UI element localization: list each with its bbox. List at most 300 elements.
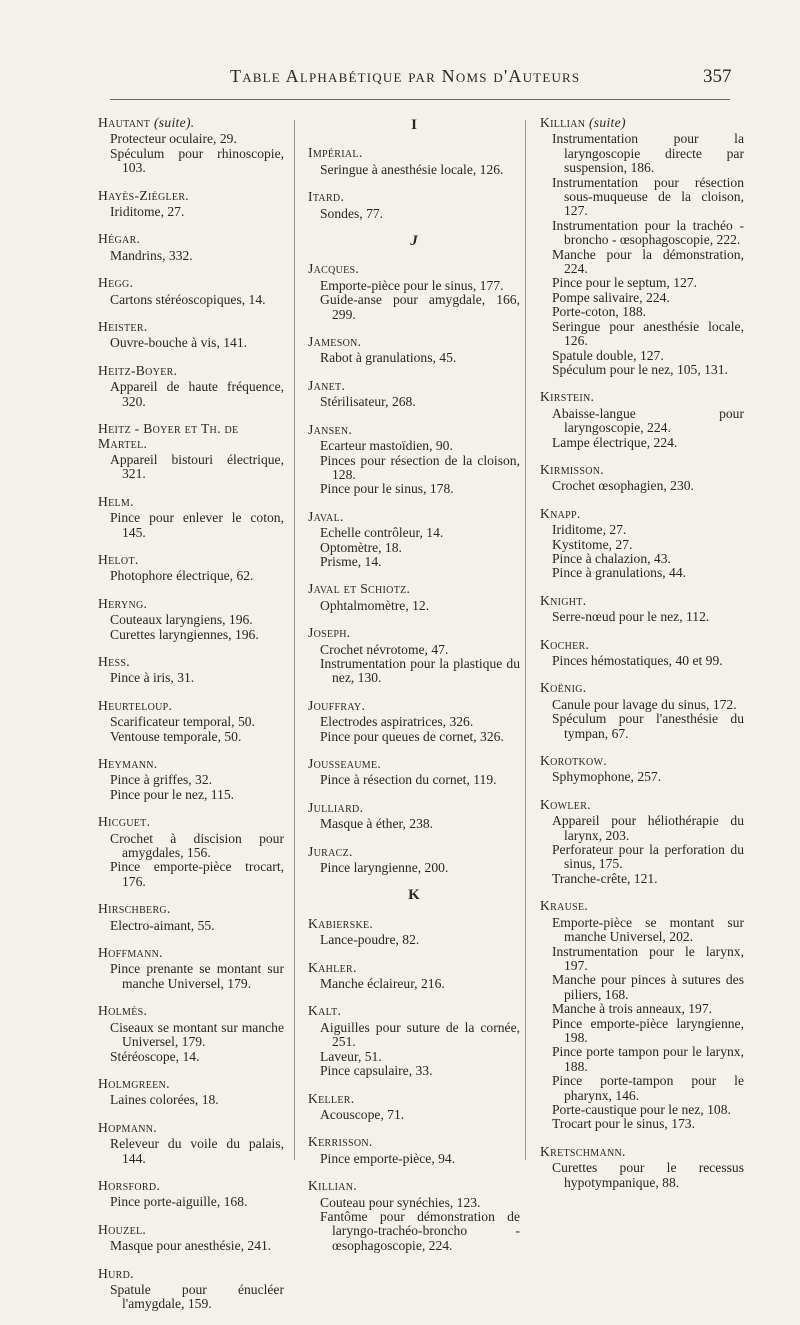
instrument-item: Scarificateur temporal, 50. bbox=[110, 714, 255, 730]
index-entry bbox=[540, 638, 744, 669]
author-name: Knapp. bbox=[540, 505, 581, 521]
instrument-list bbox=[98, 249, 284, 263]
instrument-item: Lampe électrique, 224. bbox=[552, 434, 678, 450]
instrument-item: Electrodes aspiratrices, 326. bbox=[320, 714, 474, 730]
instrument-item: Canule pour lavage du sinus, 172. bbox=[552, 696, 737, 712]
instrument-item: Spéculum pour rhinoscopie, 103. bbox=[110, 145, 284, 176]
author-heading bbox=[98, 699, 284, 713]
instrument-item: Ciseaux se montant sur manche Universel, 179. bbox=[110, 1019, 284, 1050]
author-heading bbox=[98, 597, 284, 611]
author-name: Janet. bbox=[308, 377, 346, 393]
instrument-list bbox=[98, 1093, 284, 1107]
instrument-item: Crochet névrotome, 47. bbox=[320, 641, 449, 657]
index-column-3 bbox=[540, 116, 744, 1203]
instrument-item: Pince emporte-pièce trocart, 176. bbox=[110, 859, 284, 889]
instrument-item: Spatule double, 127. bbox=[552, 347, 664, 363]
instrument-list bbox=[98, 336, 284, 350]
index-entry bbox=[540, 463, 744, 494]
instrument-list bbox=[98, 919, 284, 933]
column-divider bbox=[294, 120, 295, 1160]
author-name: Kretschmann. bbox=[540, 1143, 626, 1159]
instrument-list bbox=[308, 599, 520, 613]
author-name: Knight. bbox=[540, 592, 587, 608]
instrument-item: Perforateur pour la perforation du sinus, 175. bbox=[552, 842, 744, 872]
index-entry bbox=[98, 189, 284, 220]
author-name: Jousseaume. bbox=[308, 756, 382, 771]
instrument-item: Manche pour la démonstration, 224. bbox=[552, 246, 744, 277]
instrument-item: Emporte-pièce se montant sur manche Universel, 202. bbox=[552, 914, 744, 945]
index-entry bbox=[308, 335, 520, 366]
author-heading bbox=[540, 899, 744, 913]
author-heading bbox=[540, 507, 744, 521]
instrument-list bbox=[540, 610, 744, 624]
author-name: Hicguet. bbox=[98, 814, 151, 830]
index-entry bbox=[98, 116, 284, 176]
author-heading bbox=[98, 189, 284, 203]
instrument-item: Photophore électrique, 62. bbox=[110, 568, 254, 584]
author-name: Heitz - Boyer et Th. de Martel. bbox=[98, 421, 239, 451]
running-title: Table Alphabétique par Noms d'Auteurs bbox=[230, 66, 581, 86]
continuation-note: (suite). bbox=[153, 115, 195, 130]
instrument-list bbox=[98, 773, 284, 802]
page-number: 357 bbox=[703, 66, 732, 87]
author-name: Kahler. bbox=[308, 959, 357, 975]
instrument-item: Porte-caustique pour le nez, 108. bbox=[552, 1101, 731, 1117]
author-name: Heitz-Boyer. bbox=[98, 362, 178, 378]
author-name: Helot. bbox=[98, 551, 139, 567]
instrument-item: Curettes pour le recessus hypotympanique, 88. bbox=[552, 1160, 744, 1190]
index-entry bbox=[308, 845, 520, 876]
author-name: Hautant bbox=[98, 115, 151, 130]
instrument-item: Seringue pour anesthésie locale, 126. bbox=[552, 318, 744, 349]
index-entry bbox=[98, 1004, 284, 1064]
instrument-list bbox=[98, 511, 284, 540]
index-entry bbox=[98, 815, 284, 889]
instrument-list bbox=[98, 132, 284, 175]
instrument-item: Crochet œsophagien, 230. bbox=[552, 478, 694, 494]
index-entry bbox=[98, 495, 284, 540]
index-entry bbox=[98, 320, 284, 351]
instrument-list bbox=[308, 351, 520, 365]
author-heading bbox=[308, 190, 520, 204]
author-heading bbox=[540, 798, 744, 812]
author-heading bbox=[98, 1121, 284, 1135]
index-column-2 bbox=[308, 116, 520, 1266]
instrument-item: Pince emporte-pièce laryngienne, 198. bbox=[552, 1015, 744, 1045]
instrument-list bbox=[98, 671, 284, 685]
author-heading bbox=[540, 390, 744, 404]
index-entry bbox=[98, 757, 284, 802]
author-heading bbox=[308, 510, 520, 524]
author-name: Julliard. bbox=[308, 799, 364, 815]
instrument-item: Appareil bistouri électrique, 321. bbox=[110, 451, 284, 482]
author-name: Joseph. bbox=[308, 625, 351, 641]
author-heading bbox=[540, 681, 744, 695]
index-entry bbox=[308, 1179, 520, 1253]
author-name: Heymann. bbox=[98, 756, 158, 771]
author-heading bbox=[540, 1145, 744, 1159]
index-entry bbox=[308, 262, 520, 322]
instrument-list bbox=[98, 205, 284, 219]
instrument-list bbox=[98, 1239, 284, 1253]
instrument-item: Curettes laryngiennes, 196. bbox=[110, 626, 259, 642]
instrument-list bbox=[308, 715, 520, 744]
instrument-list bbox=[98, 569, 284, 583]
author-heading bbox=[98, 495, 284, 509]
instrument-list bbox=[540, 479, 744, 493]
index-entry bbox=[98, 276, 284, 307]
author-name: Horsford. bbox=[98, 1177, 161, 1193]
instrument-item: Instrumentation pour le larynx, 197. bbox=[552, 943, 744, 973]
author-heading bbox=[308, 699, 520, 713]
instrument-item: Kystitome, 27. bbox=[552, 536, 633, 552]
author-name: Kirstein. bbox=[540, 389, 595, 405]
index-entry bbox=[308, 961, 520, 992]
instrument-list bbox=[540, 916, 744, 1132]
author-heading bbox=[308, 146, 520, 160]
author-name: Javal. bbox=[308, 508, 344, 524]
instrument-item: Pince pour le sinus, 178. bbox=[320, 481, 454, 497]
author-heading bbox=[98, 553, 284, 567]
instrument-list bbox=[98, 962, 284, 991]
author-name: Hurd. bbox=[98, 1265, 134, 1281]
instrument-item: Iriditome, 27. bbox=[552, 522, 627, 538]
author-heading bbox=[540, 463, 744, 477]
index-entry bbox=[98, 232, 284, 263]
instrument-item: Abaisse-langue pour laryngoscopie, 224. bbox=[552, 405, 744, 436]
author-heading bbox=[308, 917, 520, 931]
instrument-list bbox=[540, 654, 744, 668]
instrument-list bbox=[308, 817, 520, 831]
index-entry bbox=[308, 1135, 520, 1166]
author-heading bbox=[308, 845, 520, 859]
instrument-list bbox=[98, 1283, 284, 1312]
index-entry bbox=[540, 899, 744, 1132]
instrument-item: Manche pour pinces à sutures des piliers, 168. bbox=[552, 972, 744, 1002]
instrument-item: Laveur, 51. bbox=[320, 1048, 382, 1064]
index-entry bbox=[308, 423, 520, 497]
instrument-list bbox=[98, 453, 284, 482]
index-entry bbox=[98, 1223, 284, 1254]
author-heading bbox=[308, 423, 520, 437]
index-entry bbox=[98, 902, 284, 933]
author-heading bbox=[540, 116, 744, 130]
instrument-item: Spéculum pour le nez, 105, 131. bbox=[552, 361, 728, 377]
instrument-item: Pince porte-tampon pour le pharynx, 146. bbox=[552, 1073, 744, 1103]
section-letter: K bbox=[408, 887, 420, 904]
instrument-item: Trocart pour le sinus, 173. bbox=[552, 1116, 695, 1132]
instrument-list bbox=[98, 1195, 284, 1209]
instrument-item: Fantôme pour démonstration de laryngo-trachéo-broncho - œsophagoscopie, 224. bbox=[320, 1208, 520, 1253]
instrument-item: Couteau pour synéchies, 123. bbox=[320, 1194, 481, 1210]
author-name: Killian. bbox=[308, 1178, 357, 1194]
author-name: Koënig. bbox=[540, 680, 587, 696]
author-name: Jacques. bbox=[308, 261, 360, 277]
author-name: Juracz. bbox=[308, 843, 353, 859]
author-name: Kabierske. bbox=[308, 915, 374, 931]
author-name: Jameson. bbox=[308, 334, 362, 350]
author-heading bbox=[98, 1077, 284, 1091]
index-entry bbox=[308, 917, 520, 948]
instrument-item: Stérilisateur, 268. bbox=[320, 394, 416, 410]
index-entry bbox=[98, 597, 284, 642]
section-letter: J bbox=[410, 233, 418, 250]
index-entry bbox=[98, 1267, 284, 1312]
instrument-list bbox=[308, 933, 520, 947]
instrument-list bbox=[540, 523, 744, 581]
instrument-item: Ventouse temporale, 50. bbox=[110, 728, 242, 744]
instrument-item: Pince pour queues de cornet, 326. bbox=[320, 728, 504, 744]
author-heading bbox=[98, 1004, 284, 1018]
index-entry bbox=[308, 146, 520, 177]
author-name: Hégar. bbox=[98, 231, 141, 247]
instrument-item: Rabot à granulations, 45. bbox=[320, 350, 457, 366]
instrument-item: Pince pour le septum, 127. bbox=[552, 275, 697, 291]
author-heading bbox=[308, 757, 520, 771]
instrument-item: Aiguilles pour suture de la cornée, 251. bbox=[320, 1019, 520, 1050]
author-heading bbox=[98, 1267, 284, 1281]
author-name: Jouffray. bbox=[308, 697, 366, 713]
instrument-item: Ouvre-bouche à vis, 141. bbox=[110, 335, 248, 351]
instrument-item: Mandrins, 332. bbox=[110, 247, 193, 263]
author-name: Hess. bbox=[98, 653, 130, 669]
author-name: Heurteloup. bbox=[98, 697, 173, 713]
instrument-item: Manche à trois anneaux, 197. bbox=[552, 1001, 713, 1017]
instrument-item: Pince à iris, 31. bbox=[110, 670, 195, 686]
author-heading bbox=[308, 1179, 520, 1193]
section-letter: I bbox=[411, 117, 417, 133]
instrument-list bbox=[308, 439, 520, 497]
instrument-item: Pince pour le nez, 115. bbox=[110, 786, 235, 802]
author-heading bbox=[98, 946, 284, 960]
author-name: Jansen. bbox=[308, 421, 353, 437]
author-heading bbox=[98, 902, 284, 916]
instrument-list bbox=[308, 1021, 520, 1079]
author-heading bbox=[98, 655, 284, 669]
instrument-list bbox=[308, 773, 520, 787]
instrument-item: Crochet à discision pour amygdales, 156. bbox=[110, 830, 284, 861]
instrument-item: Pince porte tampon pour le larynx, 188. bbox=[552, 1044, 744, 1074]
author-heading bbox=[540, 754, 744, 768]
instrument-item: Pinces hémostatiques, 40 et 99. bbox=[552, 653, 723, 668]
instrument-item: Stéréoscope, 14. bbox=[110, 1048, 200, 1064]
instrument-item: Pince laryngienne, 200. bbox=[320, 860, 449, 876]
index-entry bbox=[308, 757, 520, 788]
index-entry bbox=[98, 1121, 284, 1166]
author-name: Heryng. bbox=[98, 595, 148, 611]
author-heading bbox=[98, 364, 284, 378]
instrument-item: Masque à éther, 238. bbox=[320, 816, 434, 832]
author-heading bbox=[540, 594, 744, 608]
instrument-item: Pince porte-aiguille, 168. bbox=[110, 1194, 248, 1210]
author-heading bbox=[308, 626, 520, 640]
instrument-item: Prisme, 14. bbox=[320, 553, 382, 569]
author-name: Kowler. bbox=[540, 796, 591, 812]
instrument-item: Pince emporte-pièce, 94. bbox=[320, 1150, 456, 1166]
author-heading bbox=[98, 276, 284, 290]
index-entry bbox=[540, 798, 744, 886]
author-heading bbox=[308, 801, 520, 815]
instrument-list bbox=[308, 977, 520, 991]
index-entry bbox=[98, 1179, 284, 1210]
author-name: Killian bbox=[540, 115, 586, 130]
index-entry bbox=[308, 379, 520, 410]
index-entry bbox=[308, 699, 520, 744]
instrument-list bbox=[308, 643, 520, 686]
author-name: Kerrisson. bbox=[308, 1134, 373, 1150]
instrument-list bbox=[540, 698, 744, 741]
instrument-item: Pince à granulations, 44. bbox=[552, 565, 687, 581]
index-entry bbox=[98, 1077, 284, 1108]
instrument-item: Emporte-pièce pour le sinus, 177. bbox=[320, 277, 504, 293]
index-entry bbox=[98, 422, 284, 482]
author-heading bbox=[308, 262, 520, 276]
instrument-item: Tranche-crête, 121. bbox=[552, 870, 658, 886]
author-name: Kalt. bbox=[308, 1003, 342, 1019]
instrument-item: Protecteur oculaire, 29. bbox=[110, 131, 237, 147]
column-divider bbox=[525, 120, 526, 1160]
index-entry bbox=[540, 1145, 744, 1190]
instrument-item: Seringue à anesthésie locale, 126. bbox=[320, 161, 504, 177]
index-entry bbox=[308, 626, 520, 686]
author-name: Hoffmann. bbox=[98, 945, 163, 961]
instrument-item: Porte-coton, 188. bbox=[552, 304, 647, 320]
author-heading bbox=[308, 1135, 520, 1149]
instrument-list bbox=[308, 395, 520, 409]
instrument-item: Optomètre, 18. bbox=[320, 539, 402, 555]
author-heading bbox=[540, 638, 744, 652]
author-heading bbox=[308, 961, 520, 975]
author-name: Impérial. bbox=[308, 145, 363, 161]
instrument-item: Instrumentation pour la plastique du nez, 130. bbox=[320, 655, 520, 686]
instrument-item: Pompe salivaire, 224. bbox=[552, 289, 670, 305]
author-name: Hegg. bbox=[98, 275, 134, 291]
index-entry bbox=[308, 1004, 520, 1078]
index-entry bbox=[98, 946, 284, 991]
instrument-list bbox=[308, 1152, 520, 1166]
continuation-note: (suite) bbox=[588, 115, 626, 130]
instrument-item: Spatule pour énucléer l'amygdale, 159. bbox=[110, 1281, 284, 1312]
header-rule bbox=[110, 99, 730, 100]
instrument-item: Serre-nœud pour le nez, 112. bbox=[552, 609, 710, 625]
author-name: Helm. bbox=[98, 493, 134, 509]
instrument-list bbox=[98, 1021, 284, 1064]
author-heading bbox=[98, 116, 284, 130]
index-entry bbox=[540, 594, 744, 625]
instrument-list bbox=[98, 1137, 284, 1166]
instrument-item: Pince capsulaire, 33. bbox=[320, 1063, 433, 1079]
index-entry bbox=[308, 801, 520, 832]
page-header bbox=[0, 66, 800, 96]
instrument-list bbox=[540, 770, 744, 784]
author-heading bbox=[98, 757, 284, 771]
author-name: Hopmann. bbox=[98, 1119, 157, 1135]
instrument-item: Pince à résection du cornet, 119. bbox=[320, 772, 497, 788]
author-name: Javal et Schiotz. bbox=[308, 581, 411, 597]
instrument-list bbox=[308, 526, 520, 569]
instrument-list bbox=[308, 861, 520, 875]
instrument-item: Ecarteur mastoïdien, 90. bbox=[320, 438, 453, 454]
instrument-list bbox=[98, 380, 284, 409]
index-column-1 bbox=[98, 116, 284, 1325]
instrument-item: Instrumentation pour résection sous-muqueuse de la cloison, 127. bbox=[552, 174, 744, 219]
index-entry bbox=[540, 681, 744, 741]
author-name: Kirmisson. bbox=[540, 461, 605, 477]
instrument-item: Pince prenante se montant sur manche Universel, 179. bbox=[110, 961, 284, 991]
author-heading bbox=[308, 335, 520, 349]
author-heading bbox=[98, 232, 284, 246]
instrument-list bbox=[308, 207, 520, 221]
index-entry bbox=[308, 1092, 520, 1123]
author-heading bbox=[98, 1223, 284, 1237]
instrument-item: Sphymophone, 257. bbox=[552, 769, 662, 785]
instrument-item: Ophtalmomètre, 12. bbox=[320, 597, 430, 613]
instrument-list bbox=[540, 814, 744, 886]
instrument-item: Pince à griffes, 32. bbox=[110, 772, 213, 788]
index-entry bbox=[98, 364, 284, 409]
author-name: Korotkow. bbox=[540, 753, 608, 769]
author-heading bbox=[98, 422, 284, 451]
instrument-item: Iriditome, 27. bbox=[110, 204, 185, 220]
index-entry bbox=[308, 190, 520, 221]
index-entry bbox=[540, 390, 744, 450]
instrument-list bbox=[308, 279, 520, 322]
instrument-item: Manche éclaireur, 216. bbox=[320, 976, 445, 992]
instrument-item: Couteaux laryngiens, 196. bbox=[110, 612, 253, 628]
instrument-item: Masque pour anesthésie, 241. bbox=[110, 1238, 272, 1254]
instrument-list bbox=[308, 163, 520, 177]
instrument-item: Echelle contrôleur, 14. bbox=[320, 525, 444, 541]
index-entry bbox=[308, 582, 520, 613]
instrument-list bbox=[540, 1161, 744, 1190]
author-name: Hirschberg. bbox=[98, 901, 171, 917]
instrument-list bbox=[98, 613, 284, 642]
author-heading bbox=[98, 320, 284, 334]
instrument-item: Sondes, 77. bbox=[320, 205, 384, 221]
author-heading bbox=[98, 1179, 284, 1193]
instrument-list bbox=[540, 407, 744, 450]
author-name: Holmès. bbox=[98, 1003, 148, 1019]
instrument-item: Appareil pour héliothérapie du larynx, 203. bbox=[552, 813, 744, 843]
author-name: Houzel. bbox=[98, 1221, 147, 1237]
index-entry bbox=[98, 655, 284, 686]
instrument-list bbox=[308, 1108, 520, 1122]
author-name: Keller. bbox=[308, 1090, 355, 1106]
author-name: Itard. bbox=[308, 189, 345, 205]
index-entry bbox=[540, 754, 744, 785]
author-heading bbox=[98, 815, 284, 829]
instrument-item: Cartons stéréoscopiques, 14. bbox=[110, 291, 266, 307]
index-entry bbox=[98, 553, 284, 584]
instrument-item: Acouscope, 71. bbox=[320, 1106, 405, 1122]
instrument-item: Releveur du voile du palais, 144. bbox=[110, 1136, 284, 1166]
instrument-item: Lance-poudre, 82. bbox=[320, 932, 420, 948]
instrument-list bbox=[98, 832, 284, 890]
author-name: Kocher. bbox=[540, 636, 590, 652]
instrument-item: Pinces pour résection de la cloison, 128. bbox=[320, 452, 520, 482]
instrument-list bbox=[540, 132, 744, 377]
instrument-item: Guide-anse pour amygdale, 166, 299. bbox=[320, 292, 520, 322]
author-heading bbox=[308, 1004, 520, 1018]
index-entry bbox=[540, 116, 744, 377]
author-heading bbox=[308, 1092, 520, 1106]
author-name: Krause. bbox=[540, 898, 589, 914]
instrument-item: Pince à chalazion, 43. bbox=[552, 550, 671, 566]
instrument-item: Pince pour enlever le coton, 145. bbox=[110, 510, 284, 540]
instrument-item: Electro-aimant, 55. bbox=[110, 917, 215, 933]
index-entry bbox=[308, 510, 520, 570]
author-name: Holmgreen. bbox=[98, 1075, 170, 1091]
